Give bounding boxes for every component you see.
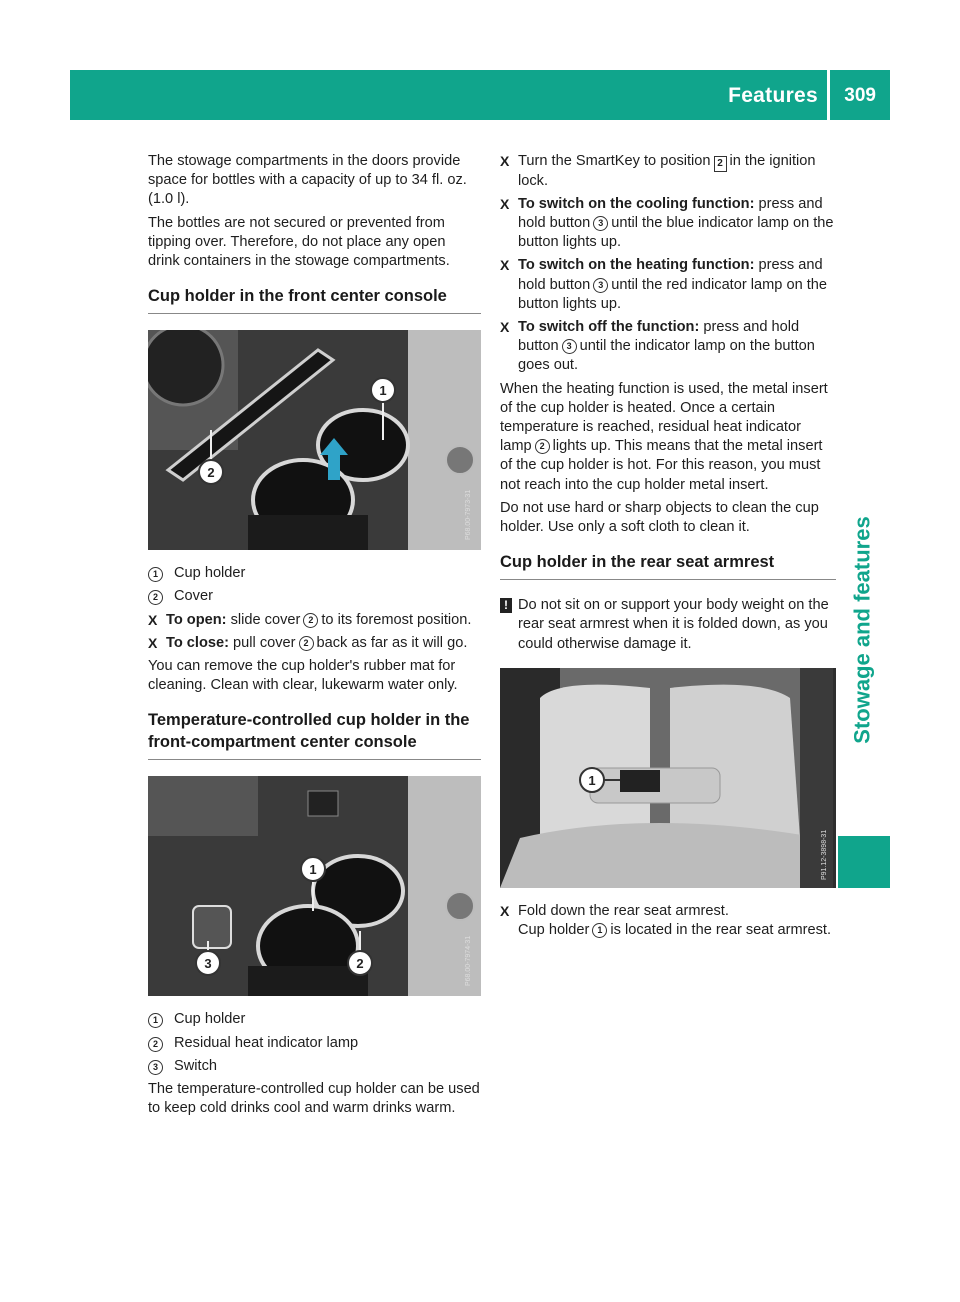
step-text: Turn the SmartKey to position <box>518 153 711 169</box>
callout-1-icon: 1 <box>592 923 607 938</box>
legend-item <box>148 1057 481 1076</box>
chapter-tab <box>838 836 890 888</box>
step-fold-armrest <box>500 902 836 940</box>
step-text: is located in the rear seat armrest. <box>610 922 832 939</box>
left-column <box>148 152 481 1122</box>
page-number: 309 <box>844 85 876 106</box>
section-title: Features <box>728 84 818 107</box>
legend-label: Cup holder <box>174 1011 246 1028</box>
header-divider <box>827 70 830 120</box>
paragraph-text: lights up. This means that the metal insert of the cup holder is hot. For this reason, you must not reach into the cup holder metal insert. <box>500 438 823 493</box>
step-text: until the red indicator lamp on the button lights up. <box>518 276 828 312</box>
right-column <box>500 152 836 944</box>
step-text: press and hold button <box>518 319 800 355</box>
legend-label: Cover <box>174 588 213 605</box>
step-text: Fold down the rear seat armrest. <box>518 902 729 919</box>
callout-1-icon: 1 <box>148 567 163 582</box>
step-text: until the blue indicator lamp on the button lights up. <box>518 215 834 251</box>
svg-text:2: 2 <box>356 956 364 972</box>
svg-text:1: 1 <box>588 772 596 788</box>
step-turn-key <box>500 152 836 191</box>
legend-item <box>148 587 481 606</box>
step-text: slide cover <box>230 611 301 628</box>
step-text: in the ignition lock. <box>518 153 816 189</box>
step-heating <box>500 256 836 314</box>
intro-paragraph-2: The bottles are not secured or prevented from tipping over. Therefore, do not place any open drink containers in the stowage compartments. <box>148 214 450 270</box>
temperature-paragraph: The temperature-controlled cup holder can be used to keep cold drinks cool and warm drinks warm. <box>148 1081 480 1117</box>
chapter-side-label <box>838 440 888 820</box>
step-text: pull cover <box>233 634 296 651</box>
step-switch-off <box>500 318 836 376</box>
legend-item <box>148 1010 481 1029</box>
svg-text:1: 1 <box>309 862 317 878</box>
step-text: to its foremost position. <box>321 611 472 628</box>
legend-label: Cup holder <box>174 565 246 582</box>
step-label: To switch on the cooling function: <box>518 195 755 212</box>
step-text: until the indicator lamp on the button goes out. <box>518 338 815 374</box>
step-close <box>148 634 481 653</box>
page-header <box>70 70 890 120</box>
warning-note <box>500 596 836 654</box>
intro-paragraph-1: The stowage compartments in the doors provide space for bottles with a capacity of up to 34 fl. oz. (1.0 l). <box>148 153 467 208</box>
callout-2-icon: 2 <box>299 636 314 651</box>
figure-temperature-cup-holder <box>148 776 481 996</box>
heading-front-cup-holder: Cup holder in the front center console <box>148 285 481 314</box>
step-text: back as far as it will go. <box>316 634 468 651</box>
step-cooling <box>500 195 836 253</box>
step-open-label: To open: <box>166 611 227 628</box>
paragraph-text: When the heating function is used, the metal insert of the cup holder is heated. Once a certain temperature is reached, residual heat indicator lamp <box>500 380 828 455</box>
callout-2-icon: 2 <box>303 613 318 628</box>
figure-front-cup-holder <box>148 330 481 550</box>
callout-2-icon: 2 <box>148 590 163 605</box>
warning-text: Do not sit on or support your body weight on the rear seat armrest when it is folded down, as you could otherwise damage it. <box>518 597 829 652</box>
chapter-title: Stowage and features <box>850 516 876 744</box>
heating-paragraph <box>500 380 836 495</box>
step-text: Cup holder <box>518 922 590 939</box>
warning-icon: ! <box>500 598 512 613</box>
callout-2-icon: 2 <box>148 1037 163 1052</box>
callout-3-icon: 3 <box>593 216 608 231</box>
callout-1-icon: 1 <box>148 1013 163 1028</box>
step-label: To switch off the function: <box>518 319 700 336</box>
figure-code: P68.00-7973-31 <box>465 490 472 541</box>
heading-temperature-cup-holder: Temperature-controlled cup holder in the front-compartment center console <box>148 709 481 760</box>
rubber-mat-paragraph: You can remove the cup holder's rubber mat for cleaning. Clean with clear, lukewarm water only. <box>148 658 458 694</box>
step-close-label: To close: <box>166 634 229 651</box>
key-position-icon: 2 <box>714 156 727 172</box>
step-text: press and hold button <box>518 257 823 293</box>
step-label: To switch on the heating function: <box>518 257 755 274</box>
callout-3-icon: 3 <box>562 339 577 354</box>
svg-text:1: 1 <box>379 383 387 399</box>
callout-3-icon: 3 <box>148 1060 163 1075</box>
figure-code: P68.00-7974-31 <box>465 936 472 987</box>
svg-text:2: 2 <box>207 465 215 481</box>
figure-code: P91.12-3898-31 <box>821 829 828 880</box>
legend-label: Residual heat indicator lamp <box>174 1034 359 1051</box>
legend-label: Switch <box>174 1057 217 1074</box>
legend-item <box>148 1034 481 1053</box>
step-open <box>148 611 481 630</box>
step-text: press and hold button <box>518 195 823 231</box>
figure-rear-armrest <box>500 668 836 888</box>
legend-item <box>148 564 481 583</box>
heading-rear-cup-holder: Cup holder in the rear seat armrest <box>500 551 836 580</box>
cleaning-paragraph: Do not use hard or sharp objects to clean the cup holder. Use only a soft cloth to clean it. <box>500 499 819 536</box>
callout-3-icon: 3 <box>593 278 608 293</box>
svg-text:3: 3 <box>204 956 212 972</box>
callout-2-icon: 2 <box>535 439 550 454</box>
